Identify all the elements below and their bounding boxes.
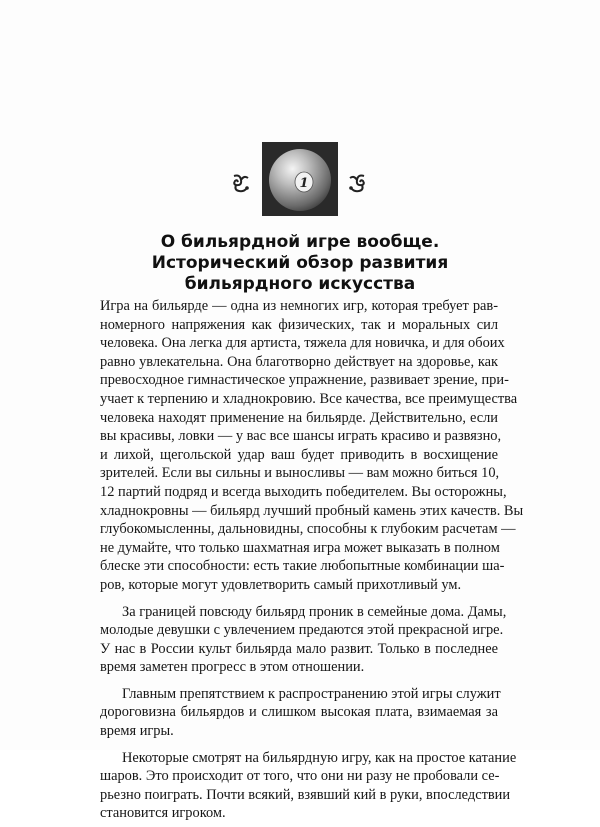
title-line: бильярдного искусства: [184, 274, 416, 294]
text-line: Некоторые смотрят на бильярдную игру, как на простое катание: [122, 749, 517, 766]
text-line: глубокомысленны, дальновидны, способны к глубоким расчетам —: [100, 521, 516, 538]
text-line: блеске эти способности: есть такие любопытные комбинации ша-: [100, 558, 505, 575]
text-line: шаров. Это происходит от того, что они ни разу не пробовали се-: [100, 768, 500, 785]
text-line: Игра на бильярде — одна из немногих игр, которая требует рав-: [100, 298, 498, 314]
text-line: молодые девушки с увлечением предаются этой прекрасной игре.: [100, 622, 504, 639]
text-line: У нас в России культ бильярда мало развит. Только в последнее: [100, 640, 498, 657]
text-line: номерного напряжения как физических, так и моральных сил: [100, 316, 498, 333]
text-line: 12 партий подряд и всегда выходить победителем. Вы осторожны,: [100, 483, 507, 500]
text-line: становится игроком.: [100, 805, 226, 822]
text-line: время игры.: [100, 723, 174, 740]
text-line: зрителей. Если вы сильны и выносливы — вам можно биться 10,: [100, 465, 500, 482]
text-line: равно увлекательна. Она благотворно действует на здоровье, как: [100, 353, 498, 370]
text-line: и лихой, щегольской удар ваш будет приводить в восхищение: [100, 446, 498, 463]
text-line: не думайте, что только шахматная игра может выказать в полном: [100, 539, 500, 556]
body-text: [100, 297, 524, 827]
text-line: время заметен прогресс в этом отношении.: [100, 659, 365, 676]
title-line: О бильярдной игре вообще.: [160, 232, 440, 252]
text-line: превосходное гимнастическое упражнение, развивает зрение, при-: [100, 372, 509, 389]
text-line: учает к терпению и хладнокровию. Все качества, все преимущества: [100, 390, 518, 407]
paragraph: [100, 749, 517, 823]
text-line: Главным препятствием к распространению этой игры служит: [122, 685, 501, 702]
chapter-emblem: [0, 142, 600, 224]
text-line: рьезно поиграть. Почти всякий, взявший кий в руки, впоследствии: [100, 786, 511, 803]
text-line: человека находят применение на бильярде. Действительно, если: [100, 409, 498, 426]
chapter-title: [0, 232, 600, 295]
paragraph: [100, 297, 524, 595]
billiard-ball-icon: [262, 142, 338, 216]
text-line: человека. Она легка для артиста, тяжела для новичка, и для обоих: [100, 335, 505, 352]
scroll-ornament-icon: [230, 172, 252, 194]
text-line: вы красивы, ловки — у вас все шансы играть красиво и развязно,: [100, 428, 502, 445]
title-line: Исторический обзор развития: [151, 253, 449, 273]
paragraph: [100, 603, 507, 677]
text-line: За границей повсюду бильярд проник в семейные дома. Дамы,: [122, 603, 507, 620]
text-line: дороговизна бильярдов и слишком высокая плата, взимаемая за: [100, 704, 498, 721]
ball-number: 1: [299, 176, 309, 191]
paragraph: [100, 685, 501, 741]
scroll-ornament-icon: [346, 172, 368, 194]
text-line: хладнокровны — бильярд лучший пробный камень этих качеств. Вы: [100, 502, 524, 519]
text-line: ров, которые могут удовлетворить самый прихотливый ум.: [100, 576, 462, 593]
